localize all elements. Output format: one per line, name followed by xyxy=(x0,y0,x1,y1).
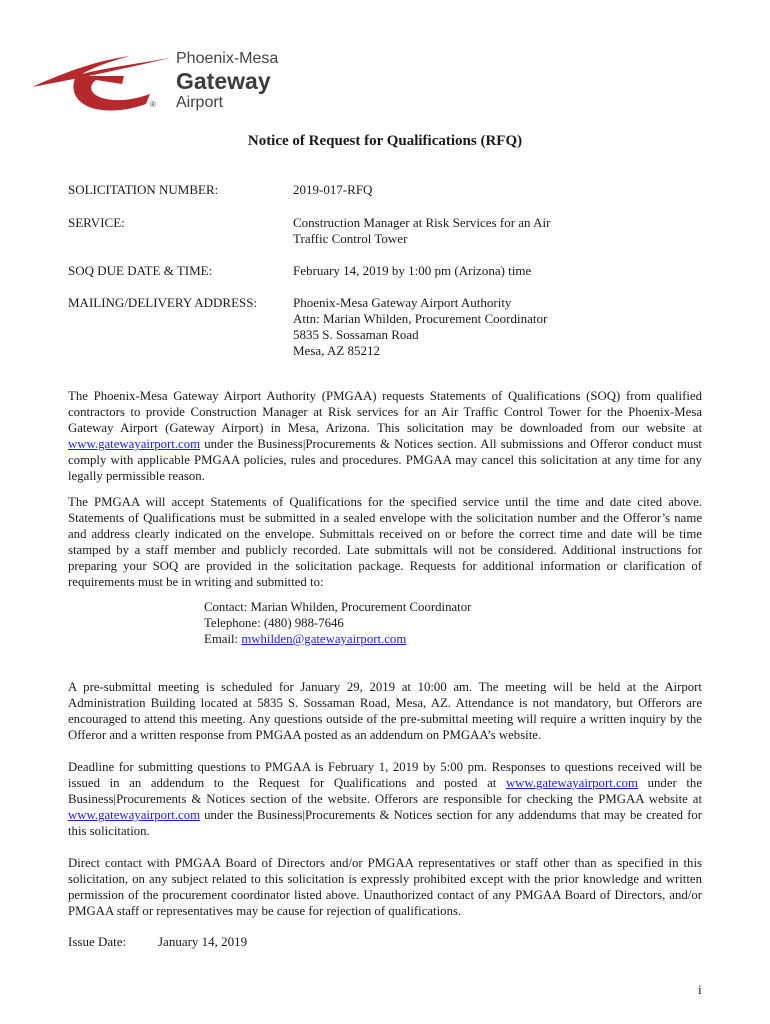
logo-line-3: Airport xyxy=(176,94,224,111)
intro-text: The Phoenix-Mesa Gateway Airport Authority (PMGAA) requests Statements of Qualifications (SOQ) from qualified contractors to provide Construction Manager at Risk services for an Air Traffic Control Tower for the Phoenix-Mesa Gateway Airport (Gateway Airport) in Mesa, Arizona. This solicitation may be downloaded from our website at xyxy=(68,389,702,436)
logo-line-1: Phoenix-Mesa xyxy=(176,50,279,67)
intro-paragraph xyxy=(68,388,702,485)
deadline-text: Deadline for submitting questions to PMGAA is February 1, 2019 by 5:00 pm. Responses to questions received will be issued in an addendum to the Request for Qualifications and posted at xyxy=(68,760,702,791)
contact-email-row xyxy=(204,631,471,647)
contact-restriction-paragraph: Direct contact with PMGAA Board of Directors and/or PMGAA representatives or staff other than as specified in this solicitation, on any subject related to this solicitation is expressly prohibited except with the prior knowledge and written permission of the procurement coordinator listed above. Unauthorized contact of any PMGAA Board of Directors, and/or PMGAA staff or representatives may be cause for rejection of qualifications. xyxy=(68,856,702,919)
solicitation-value: 2019-017-RFQ xyxy=(293,182,373,197)
service-label: SERVICE: xyxy=(68,215,125,230)
issue-date-label: Issue Date: xyxy=(68,934,127,949)
address-line: Mesa, AZ 85212 xyxy=(293,343,381,358)
website-link[interactable]: www.gatewayairport.com xyxy=(68,437,201,452)
email-label: Email: xyxy=(204,632,242,646)
page-title: Notice of Request for Qualifications (RFQ) xyxy=(247,133,523,149)
address-value xyxy=(293,295,593,359)
contact-phone: Telephone: (480) 988-7646 xyxy=(204,616,344,630)
logo-line-2: Gateway xyxy=(176,68,271,94)
website-link[interactable]: www.gatewayairport.com xyxy=(68,808,201,823)
address-line: Phoenix-Mesa Gateway Airport Authority xyxy=(293,295,512,310)
due-label: SOQ DUE DATE & TIME: xyxy=(68,263,213,278)
website-link[interactable]: www.gatewayairport.com xyxy=(505,776,639,791)
service-value-line: Traffic Control Tower xyxy=(293,231,408,246)
airport-logo xyxy=(30,50,280,116)
contact-block xyxy=(204,599,471,647)
address-line: Attn: Marian Whilden, Procurement Coordinator xyxy=(293,311,548,326)
due-value: February 14, 2019 by 1:00 pm (Arizona) time xyxy=(293,263,532,278)
solicitation-label: SOLICITATION NUMBER: xyxy=(68,182,219,197)
address-label: MAILING/DELIVERY ADDRESS: xyxy=(68,295,258,310)
contact-name: Contact: Marian Whilden, Procurement Coordinator xyxy=(204,600,472,614)
deadline-paragraph xyxy=(68,759,702,839)
page-number: i xyxy=(698,982,702,997)
intro-text-end: under the Business|Procurements & Notices section. All submissions and Offeror conduct must comply with applicable PMGAA policies, rules and procedures. PMGAA may cancel this solicitation at any time for any legally permissible reason. xyxy=(68,437,702,484)
pre-submittal-paragraph: A pre-submittal meeting is scheduled for January 29, 2019 at 10:00 am. The meeting will be held at the Airport Administration Building located at 5835 S. Sossaman Road, Mesa, AZ. Attendance is not mandatory, but Offerors are encouraged to attend this meeting. Any questions outside of the pre-submittal meeting will require a written inquiry by the Offeror and a written response from PMGAA posted as an addendum on PMGAA’s website. xyxy=(68,680,702,743)
email-link[interactable]: mwhilden@gatewayairport.com xyxy=(241,632,407,646)
service-value-line: Construction Manager at Risk Services for an Air xyxy=(293,215,551,230)
service-value xyxy=(293,215,593,247)
issue-date-value: January 14, 2019 xyxy=(158,934,248,949)
deadline-text-mid: under the Business|Procurements & Notices section of the website. Offerors are responsible for checking the PMGAA website at xyxy=(68,776,702,807)
deadline-text-end: under the Business|Procurements & Notices section for any addendums that may be created for this solicitation. xyxy=(68,808,702,839)
address-line: 5835 S. Sossaman Road xyxy=(293,327,419,342)
submission-paragraph: The PMGAA will accept Statements of Qualifications for the specified service until the time and date cited above. Statements of Qualifications must be submitted in a sealed envelope with the solicitation number and the Offeror’s name and address clearly indicated on the envelope. Submittals received on or before the correct time and date will be time stamped by a staff member and publicly recorded. Late submittals will not be considered. Additional instructions for preparing your SOQ are provided in the solicitation package. Requests for additional information or clarification of requirements must be in writing and submitted to: xyxy=(68,495,702,590)
logo-swoosh-icon xyxy=(30,50,180,116)
registered-mark: ® xyxy=(150,100,156,109)
